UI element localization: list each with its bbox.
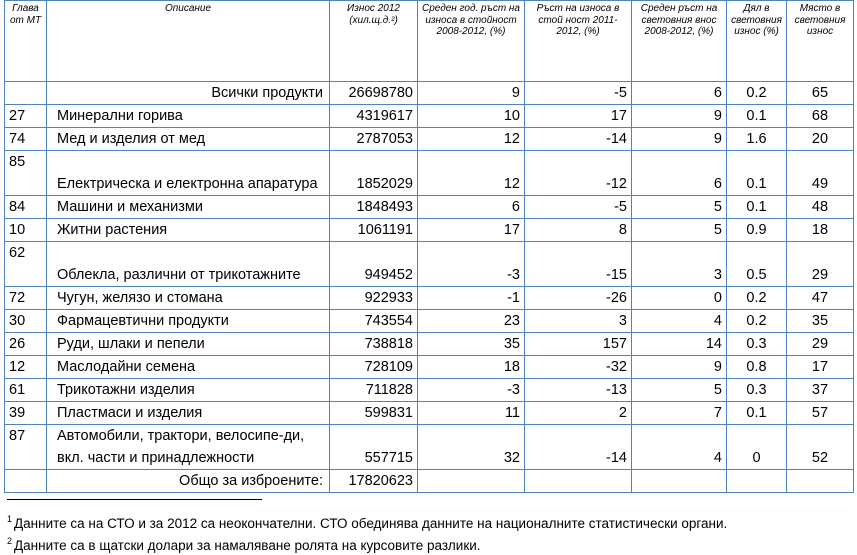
table-cell-world-growth: 0 [632, 287, 727, 310]
table-cell-growth: 157 [525, 333, 632, 356]
table-cell-avg-growth: 35 [418, 333, 525, 356]
table-cell-rank: 20 [787, 128, 854, 151]
table-row [5, 242, 854, 287]
table-cell-avg-growth: -3 [418, 379, 525, 402]
table-cell-avg-growth: 12 [418, 128, 525, 151]
table-cell-share: 0.2 [727, 287, 787, 310]
table-cell-code: 62 [5, 242, 47, 287]
table-cell-code: 26 [5, 333, 47, 356]
table-cell-world-growth: 6 [632, 151, 727, 196]
table-row [5, 379, 854, 402]
all-products-export: 26698780 [330, 82, 418, 105]
table-cell-export: 1061191 [330, 219, 418, 242]
table-cell-growth: 2 [525, 402, 632, 425]
all-products-rank: 65 [787, 82, 854, 105]
table-cell-world-growth: 5 [632, 196, 727, 219]
table-cell-rank: 68 [787, 105, 854, 128]
total-row [5, 470, 854, 493]
footnote-1-mark: 1 [7, 514, 13, 524]
total-growth [525, 470, 632, 493]
table-cell-rank: 57 [787, 402, 854, 425]
table-row [5, 310, 854, 333]
table-cell-description: Маслодайни семена [47, 356, 330, 379]
total-avg-growth [418, 470, 525, 493]
table-cell-export: 599831 [330, 402, 418, 425]
table-row [5, 219, 854, 242]
total-rank [787, 470, 854, 493]
all-products-label: Всички продукти [47, 82, 330, 105]
table-cell-avg-growth: -1 [418, 287, 525, 310]
table-cell-world-growth: 9 [632, 128, 727, 151]
table-cell-rank: 29 [787, 333, 854, 356]
table-cell-share: 0.1 [727, 402, 787, 425]
table-cell-rank: 18 [787, 219, 854, 242]
table-cell-growth: -32 [525, 356, 632, 379]
footnote-1-text: Данните са на СТО и за 2012 са неокончателни. СТО обединява данните на националните статистически органи. [14, 516, 728, 531]
table-cell-rank: 29 [787, 242, 854, 287]
header-row [5, 1, 854, 82]
table-cell-growth: -13 [525, 379, 632, 402]
table-cell-code: 87 [5, 425, 47, 470]
table-cell-growth: -14 [525, 425, 632, 470]
table-row [5, 151, 854, 196]
table-cell-avg-growth: 6 [418, 196, 525, 219]
total-code [5, 470, 47, 493]
table-cell-growth: -14 [525, 128, 632, 151]
table-cell-share: 0.1 [727, 105, 787, 128]
header-growth: Ръст на износа в стой ност 2011-2012, (%) [525, 1, 632, 82]
table-cell-export: 1852029 [330, 151, 418, 196]
table-cell-world-growth: 5 [632, 379, 727, 402]
table-cell-description: Фармацевтични продукти [47, 310, 330, 333]
header-rank: Място в световния износ [787, 1, 854, 82]
table-cell-export: 743554 [330, 310, 418, 333]
all-products-code [5, 82, 47, 105]
table-cell-avg-growth: 11 [418, 402, 525, 425]
table-row [5, 356, 854, 379]
table-cell-description: Мед и изделия от мед [47, 128, 330, 151]
header-description: Описание [47, 1, 330, 82]
table-row [5, 287, 854, 310]
table-cell-code: 12 [5, 356, 47, 379]
table-cell-description: Пластмаси и изделия [47, 402, 330, 425]
total-label: Общо за изброените: [47, 470, 330, 493]
table-cell-rank: 49 [787, 151, 854, 196]
table-cell-growth: 8 [525, 219, 632, 242]
all-products-share: 0.2 [727, 82, 787, 105]
table-cell-share: 0.5 [727, 242, 787, 287]
all-products-avg-growth: 9 [418, 82, 525, 105]
table-row [5, 402, 854, 425]
footnote-2-text: Данните са в щатски долари за намаляване ролята на курсовите разлики. [14, 538, 481, 553]
table-cell-avg-growth: 17 [418, 219, 525, 242]
table-cell-description: Автомобили, трактори, велосипе-ди, вкл. части и принадлежности [47, 425, 330, 470]
table-cell-world-growth: 14 [632, 333, 727, 356]
table-cell-share: 0.9 [727, 219, 787, 242]
table-cell-avg-growth: 32 [418, 425, 525, 470]
table-cell-avg-growth: -3 [418, 242, 525, 287]
table-cell-description: Минерални горива [47, 105, 330, 128]
table-cell-export: 922933 [330, 287, 418, 310]
table-cell-avg-growth: 12 [418, 151, 525, 196]
table-cell-description: Електрическа и електронна апаратура [47, 151, 330, 196]
table-row [5, 105, 854, 128]
table-cell-export: 949452 [330, 242, 418, 287]
table-cell-code: 72 [5, 287, 47, 310]
table-cell-share: 0.1 [727, 196, 787, 219]
table-cell-code: 39 [5, 402, 47, 425]
footnote-2 [7, 536, 481, 553]
all-products-world-growth: 6 [632, 82, 727, 105]
table-cell-rank: 37 [787, 379, 854, 402]
table-cell-share: 0 [727, 425, 787, 470]
table-cell-world-growth: 7 [632, 402, 727, 425]
table-cell-export: 711828 [330, 379, 418, 402]
table-row [5, 425, 854, 470]
table-cell-export: 2787053 [330, 128, 418, 151]
table-cell-description: Руди, шлаки и пепели [47, 333, 330, 356]
table-cell-description: Житни растения [47, 219, 330, 242]
table-cell-description: Облекла, различни от трикотажните [47, 242, 330, 287]
table-cell-rank: 47 [787, 287, 854, 310]
table-cell-growth: -15 [525, 242, 632, 287]
table-cell-world-growth: 9 [632, 105, 727, 128]
table-cell-world-growth: 5 [632, 219, 727, 242]
table-cell-growth: -5 [525, 196, 632, 219]
header-export: Износ 2012 (хил.щ.д.²) [330, 1, 418, 82]
table-cell-code: 84 [5, 196, 47, 219]
table-cell-avg-growth: 18 [418, 356, 525, 379]
table-cell-world-growth: 4 [632, 425, 727, 470]
table-cell-share: 0.3 [727, 333, 787, 356]
footnote-separator [7, 499, 262, 500]
table-cell-rank: 17 [787, 356, 854, 379]
table-cell-share: 0.8 [727, 356, 787, 379]
export-table [4, 0, 854, 493]
total-world-growth [632, 470, 727, 493]
table-cell-growth: -12 [525, 151, 632, 196]
table-cell-code: 27 [5, 105, 47, 128]
table-cell-export: 4319617 [330, 105, 418, 128]
table-cell-code: 30 [5, 310, 47, 333]
table-cell-growth: -26 [525, 287, 632, 310]
table-cell-export: 557715 [330, 425, 418, 470]
header-share: Дял в световния износ (%) [727, 1, 787, 82]
table-cell-share: 0.1 [727, 151, 787, 196]
table-cell-rank: 52 [787, 425, 854, 470]
table-cell-world-growth: 3 [632, 242, 727, 287]
table-cell-growth: 17 [525, 105, 632, 128]
header-avg-growth: Среден год. ръст на износа в стойност 2008-2012, (%) [418, 1, 525, 82]
table-cell-code: 74 [5, 128, 47, 151]
table-cell-code: 10 [5, 219, 47, 242]
table-cell-rank: 48 [787, 196, 854, 219]
table-cell-share: 0.2 [727, 310, 787, 333]
footnote-2-mark: 2 [7, 536, 13, 546]
table-cell-share: 1.6 [727, 128, 787, 151]
table-row [5, 128, 854, 151]
table-cell-avg-growth: 23 [418, 310, 525, 333]
table-cell-share: 0.3 [727, 379, 787, 402]
table-cell-description: Чугун, желязо и стомана [47, 287, 330, 310]
total-share [727, 470, 787, 493]
table-cell-world-growth: 9 [632, 356, 727, 379]
table-cell-export: 1848493 [330, 196, 418, 219]
table-row [5, 196, 854, 219]
table-cell-growth: 3 [525, 310, 632, 333]
footnote-1 [7, 514, 727, 531]
table-cell-world-growth: 4 [632, 310, 727, 333]
table-cell-code: 85 [5, 151, 47, 196]
total-export: 17820623 [330, 470, 418, 493]
header-chapter: Глава от МТ [5, 1, 47, 82]
table-cell-avg-growth: 10 [418, 105, 525, 128]
table-cell-description: Трикотажни изделия [47, 379, 330, 402]
table-cell-export: 728109 [330, 356, 418, 379]
table-cell-description: Машини и механизми [47, 196, 330, 219]
table-cell-rank: 35 [787, 310, 854, 333]
all-products-growth: -5 [525, 82, 632, 105]
table-cell-code: 61 [5, 379, 47, 402]
all-products-row [5, 82, 854, 105]
table-cell-export: 738818 [330, 333, 418, 356]
header-world-growth: Среден ръст на световния внос 2008-2012, (%) [632, 1, 727, 82]
table-row [5, 333, 854, 356]
